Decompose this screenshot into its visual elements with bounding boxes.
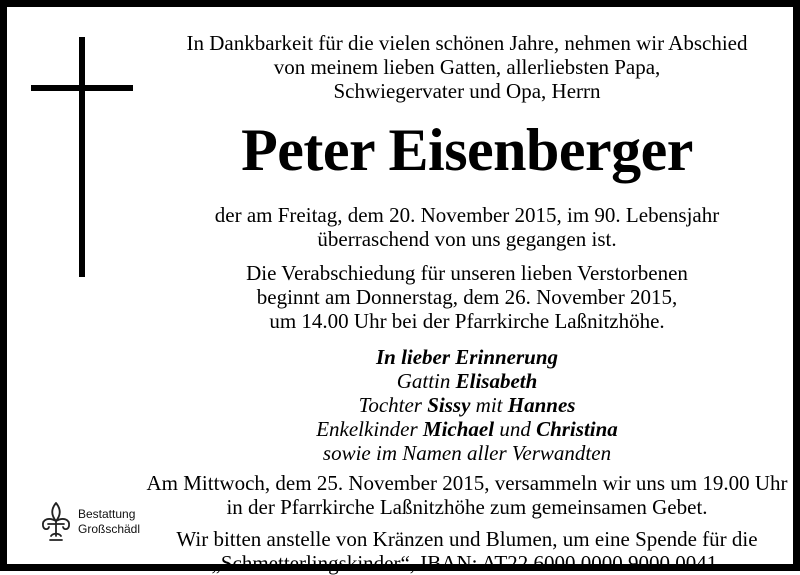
fleur-de-lis-icon <box>37 500 75 544</box>
farewell-line: beginnt am Donnerstag, dem 26. November 2015, <box>256 285 678 309</box>
intro-line: In Dankbarkeit für die vielen schönen Jahre, nehmen wir Abschied <box>186 31 748 55</box>
grandchild-name: Christina <box>536 417 618 441</box>
grandchildren-mid: und <box>499 417 531 441</box>
relatives-line: sowie im Namen aller Verwandten <box>322 441 612 465</box>
intro-line: von meinem lieben Gatten, allerliebsten Papa, <box>273 55 661 79</box>
donation-line: Wir bitten anstelle von Kränzen und Blumen, um eine Spende für die <box>176 527 758 551</box>
grandchild-name: Michael <box>422 417 495 441</box>
wife-name: Elisabeth <box>455 369 538 393</box>
death-line: der am Freitag, dem 20. November 2015, im 90. Lebensjahr <box>214 203 720 227</box>
deceased-name: Peter Eisenberger <box>241 117 693 183</box>
prayer-line: in der Pfarrkirche Laßnitzhöhe zum gemeinsamen Gebet. <box>226 495 708 519</box>
grandchildren-prefix: Enkelkinder <box>316 417 418 441</box>
daughter-name: Sissy <box>427 393 471 417</box>
cross-icon-horizontal-bar <box>31 85 133 91</box>
cross-icon-vertical-bar <box>79 37 85 277</box>
funeral-home-logo <box>37 500 140 544</box>
logo-line: Großschädl <box>78 522 141 536</box>
daughter-prefix: Tochter <box>358 393 422 417</box>
donation-line: „Schmetterlingskinder“, IBAN: AT22 6000 0000 9000 0041. <box>211 551 723 575</box>
farewell-line: um 14.00 Uhr bei der Pfarrkirche Laßnitzhöhe. <box>269 309 665 333</box>
daughter-partner: Hannes <box>507 393 576 417</box>
memory-heading: In lieber Erinnerung <box>375 345 559 369</box>
notice-text <box>132 31 800 575</box>
wife-prefix: Gattin <box>396 369 451 393</box>
memory-block <box>132 345 800 465</box>
daughter-mid: mit <box>475 393 503 417</box>
logo-line: Bestattung <box>78 507 136 521</box>
prayer-line: Am Mittwoch, dem 25. November 2015, versammeln wir uns um 19.00 Uhr <box>146 471 788 495</box>
death-line: überraschend von uns gegangen ist. <box>317 227 617 251</box>
intro-line: Schwiegervater und Opa, Herrn <box>333 79 601 103</box>
farewell-line: Die Verabschiedung für unseren lieben Verstorbenen <box>246 261 688 285</box>
